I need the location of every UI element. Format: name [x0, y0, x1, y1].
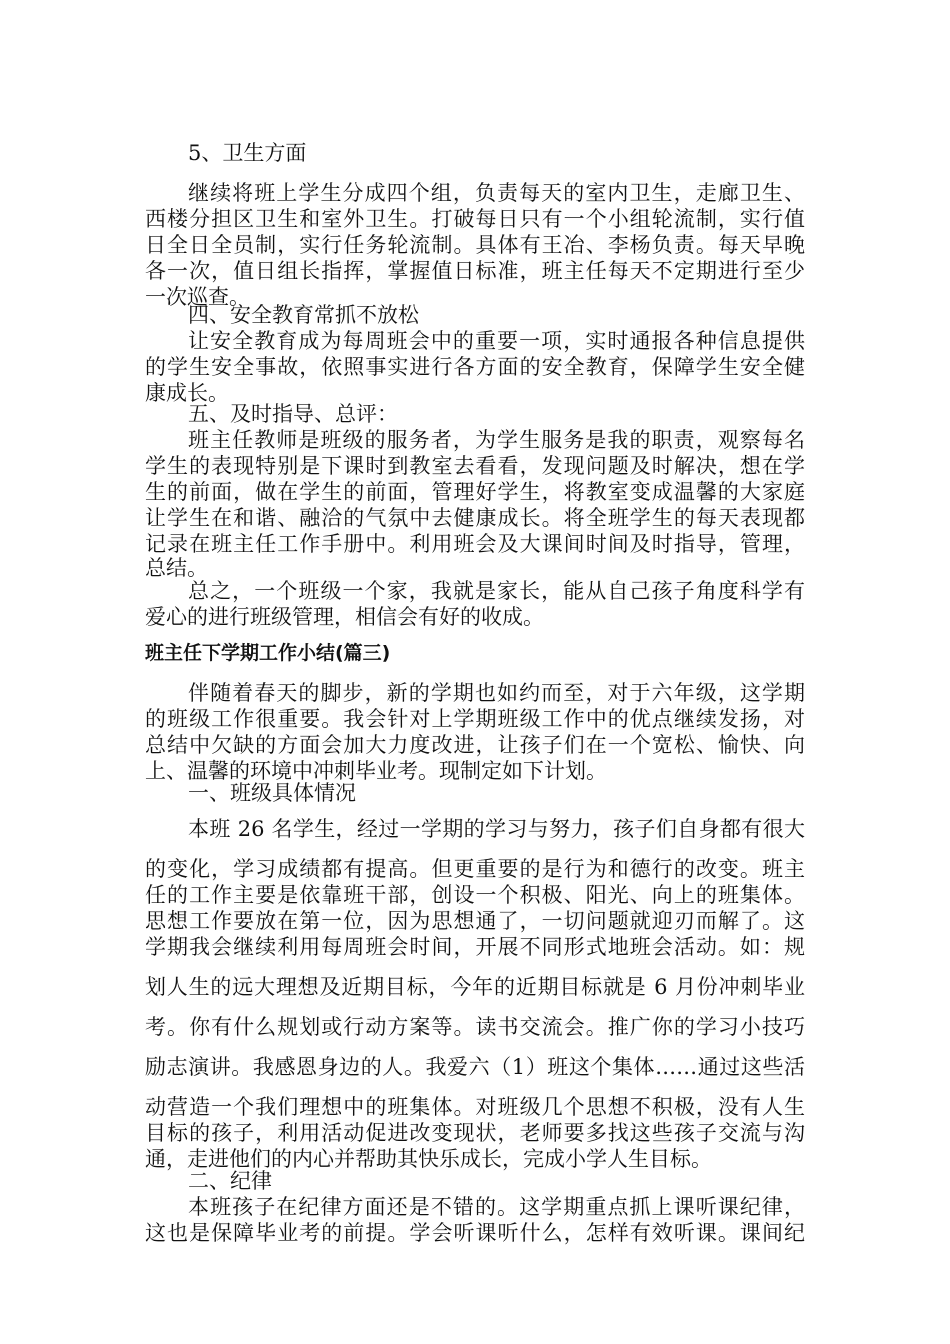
text-line: 爱心的进行班级管理，相信会有好的收成。	[145, 605, 544, 629]
text-line: 二、纪律	[188, 1169, 272, 1193]
section-heading: 班主任下学期工作小结(篇三)	[145, 642, 391, 664]
text-line: 记录在班主任工作手册中。利用班会及大课间时间及时指导，管理，	[145, 532, 805, 556]
text-line: 让学生在和谐、融洽的气氛中去健康成长。将全班学生的每天表现都	[145, 506, 805, 530]
text-line: 康成长。	[145, 381, 229, 405]
text-line: 的班级工作很重要。我会针对上学期班级工作中的优点继续发扬，对	[145, 707, 805, 731]
text-line: 考。你有什么规划或行动方案等。读书交流会。推广你的学习小技巧	[145, 1015, 805, 1039]
text-line: 让安全教育成为每周班会中的重要一项，实时通报各种信息提供	[188, 329, 805, 353]
text-line: 的变化，学习成绩都有提高。但更重要的是行为和德行的改变。班主	[145, 857, 805, 881]
text-line: 本班 26 名学生，经过一学期的学习与努力，孩子们自身都有很大	[188, 817, 805, 841]
text-line: 通，走进他们的内心并帮助其快乐成长，完成小学人生目标。	[145, 1147, 712, 1171]
text-line: 的学生安全事故，依照事实进行各方面的安全教育，保障学生安全健	[145, 355, 805, 379]
text-line: 上、温馨的环境中冲刺毕业考。现制定如下计划。	[145, 759, 607, 783]
text-line: 任的工作主要是依靠班干部，创设一个积极、阳光、向上的班集体。	[145, 883, 805, 907]
text-line: 5、卫生方面	[188, 141, 307, 165]
text-line: 各一次，值日组长指挥，掌握值日标准，班主任每天不定期进行至少	[145, 259, 805, 283]
text-line: 一、班级具体情况	[188, 781, 356, 805]
text-line: 四、安全教育常抓不放松	[188, 303, 419, 327]
text-line: 五、及时指导、总评：	[188, 402, 398, 426]
text-line: 伴随着春天的脚步，新的学期也如约而至，对于六年级，这学期	[188, 681, 805, 705]
text-line: 总结中欠缺的方面会加大力度改进，让孩子们在一个宽松、愉快、向	[145, 733, 805, 757]
text-line: 总之，一个班级一个家，我就是家长，能从自己孩子角度科学有	[188, 579, 805, 603]
text-line: 西楼分担区卫生和室外卫生。打破每日只有一个小组轮流制，实行值	[145, 207, 805, 231]
text-line: 这也是保障毕业考的前提。学会听课听什么，怎样有效听课。课间纪	[145, 1221, 805, 1245]
text-line: 目标的孩子，利用活动促进改变现状，老师要多找这些孩子交流与沟	[145, 1121, 805, 1145]
text-line: 本班孩子在纪律方面还是不错的。这学期重点抓上课听课纪律，	[188, 1195, 805, 1219]
text-line: 继续将班上学生分成四个组，负责每天的室内卫生，走廊卫生、	[188, 181, 805, 205]
text-line: 生的前面，做在学生的前面，管理好学生，将教室变成温馨的大家庭	[145, 480, 805, 504]
text-line: 总结。	[145, 556, 208, 580]
text-line: 班主任教师是班级的服务者，为学生服务是我的职责，观察每名	[188, 428, 805, 452]
text-line: 思想工作要放在第一位，因为思想通了，一切问题就迎刃而解了。这	[145, 909, 805, 933]
text-line: 一次巡查。	[145, 285, 250, 309]
text-line: 励志演讲。我感恩身边的人。我爱六（1）班这个集体……通过这些活	[145, 1055, 805, 1079]
text-line: 日全日全员制，实行任务轮流制。具体有王冶、李杨负责。每天早晚	[145, 233, 805, 257]
text-line: 学生的表现特别是下课时到教室去看看，发现问题及时解决，想在学	[145, 454, 805, 478]
text-line: 动营造一个我们理想中的班集体。对班级几个思想不积极，没有人生	[145, 1095, 805, 1119]
text-line: 划人生的远大理想及近期目标，今年的近期目标就是 6 月份冲刺毕业	[145, 975, 805, 999]
text-line: 学期我会继续利用每周班会时间，开展不同形式地班会活动。如：规	[145, 935, 805, 959]
